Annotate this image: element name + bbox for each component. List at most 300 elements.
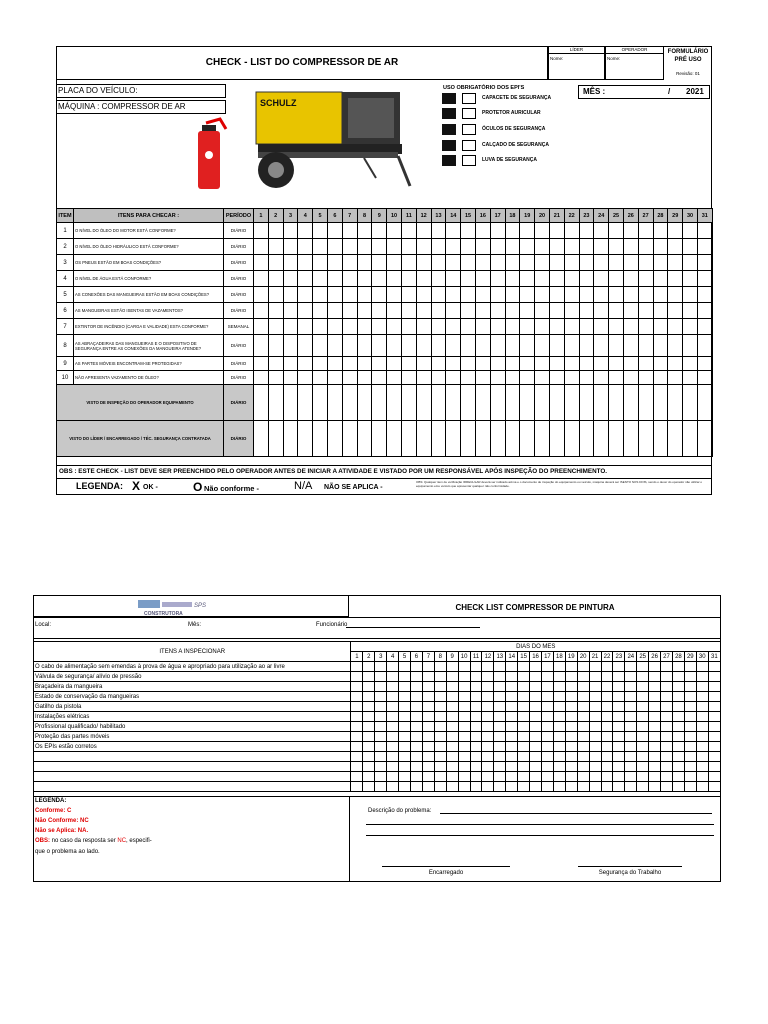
- check-cell[interactable]: [520, 357, 535, 371]
- check-cell[interactable]: [416, 357, 431, 371]
- check-cell[interactable]: [696, 672, 708, 682]
- sign-cell[interactable]: [446, 385, 461, 421]
- check-cell[interactable]: [696, 662, 708, 672]
- sign-cell[interactable]: [268, 385, 283, 421]
- check-cell[interactable]: [708, 662, 720, 672]
- check-cell[interactable]: [535, 371, 550, 385]
- check-cell[interactable]: [553, 712, 565, 722]
- check-cell[interactable]: [684, 692, 696, 702]
- check-cell[interactable]: [708, 762, 720, 772]
- sign-cell[interactable]: [697, 421, 712, 457]
- check-cell[interactable]: [470, 762, 482, 772]
- check-cell[interactable]: [696, 692, 708, 702]
- check-cell[interactable]: [565, 772, 577, 782]
- check-cell[interactable]: [638, 255, 653, 271]
- mes-label[interactable]: MÊS :: [583, 87, 606, 96]
- check-cell[interactable]: [530, 692, 542, 702]
- check-cell[interactable]: [327, 271, 342, 287]
- check-cell[interactable]: [601, 702, 613, 712]
- check-cell[interactable]: [470, 662, 482, 672]
- check-cell[interactable]: [541, 782, 553, 792]
- check-cell[interactable]: [422, 742, 434, 752]
- check-cell[interactable]: [461, 239, 476, 255]
- check-cell[interactable]: [357, 335, 372, 357]
- check-cell[interactable]: [683, 303, 698, 319]
- check-cell[interactable]: [672, 762, 684, 772]
- check-cell[interactable]: [422, 672, 434, 682]
- check-cell[interactable]: [541, 772, 553, 782]
- check-cell[interactable]: [613, 752, 625, 762]
- check-cell[interactable]: [313, 239, 328, 255]
- check-cell[interactable]: [475, 287, 490, 303]
- check-cell[interactable]: [661, 672, 673, 682]
- check-cell[interactable]: [609, 303, 624, 319]
- sign-cell[interactable]: [638, 385, 653, 421]
- check-cell[interactable]: [684, 752, 696, 762]
- check-cell[interactable]: [506, 772, 518, 782]
- check-cell[interactable]: [623, 287, 638, 303]
- check-cell[interactable]: [637, 782, 649, 792]
- check-cell[interactable]: [668, 287, 683, 303]
- sign-cell[interactable]: [431, 385, 446, 421]
- sign-cell[interactable]: [564, 385, 579, 421]
- check-cell[interactable]: [564, 357, 579, 371]
- check-cell[interactable]: [613, 712, 625, 722]
- check-cell[interactable]: [623, 223, 638, 239]
- check-cell[interactable]: [422, 712, 434, 722]
- check-cell[interactable]: [387, 371, 402, 385]
- check-cell[interactable]: [387, 303, 402, 319]
- check-cell[interactable]: [475, 303, 490, 319]
- check-cell[interactable]: [351, 762, 363, 772]
- check-cell[interactable]: [623, 335, 638, 357]
- check-cell[interactable]: [372, 271, 387, 287]
- check-cell[interactable]: [613, 762, 625, 772]
- check-cell[interactable]: [387, 271, 402, 287]
- check-cell[interactable]: [541, 762, 553, 772]
- check-cell[interactable]: [313, 223, 328, 239]
- check-cell[interactable]: [313, 271, 328, 287]
- check-cell[interactable]: [434, 722, 446, 732]
- check-cell[interactable]: [653, 239, 668, 255]
- check-cell[interactable]: [625, 752, 637, 762]
- check-cell[interactable]: [372, 303, 387, 319]
- check-cell[interactable]: [375, 662, 387, 672]
- check-cell[interactable]: [475, 319, 490, 335]
- check-cell[interactable]: [268, 223, 283, 239]
- check-cell[interactable]: [458, 742, 470, 752]
- check-cell[interactable]: [387, 742, 399, 752]
- check-cell[interactable]: [549, 287, 564, 303]
- check-cell[interactable]: [520, 255, 535, 271]
- check-cell[interactable]: [422, 732, 434, 742]
- check-cell[interactable]: [653, 335, 668, 357]
- check-cell[interactable]: [579, 357, 594, 371]
- check-cell[interactable]: [505, 303, 520, 319]
- check-cell[interactable]: [411, 722, 423, 732]
- check-cell[interactable]: [518, 732, 530, 742]
- check-cell[interactable]: [490, 303, 505, 319]
- check-cell[interactable]: [505, 371, 520, 385]
- check-cell[interactable]: [697, 239, 712, 255]
- check-cell[interactable]: [564, 335, 579, 357]
- check-cell[interactable]: [446, 682, 458, 692]
- check-cell[interactable]: [661, 762, 673, 772]
- check-cell[interactable]: [530, 672, 542, 682]
- check-cell[interactable]: [494, 782, 506, 792]
- check-cell[interactable]: [399, 782, 411, 792]
- sign-cell[interactable]: [342, 421, 357, 457]
- check-cell[interactable]: [579, 287, 594, 303]
- sign-cell[interactable]: [549, 421, 564, 457]
- check-cell[interactable]: [708, 692, 720, 702]
- check-cell[interactable]: [565, 782, 577, 792]
- check-cell[interactable]: [549, 303, 564, 319]
- check-cell[interactable]: [638, 303, 653, 319]
- sign-cell[interactable]: [564, 421, 579, 457]
- check-cell[interactable]: [375, 762, 387, 772]
- sign-cell[interactable]: [387, 421, 402, 457]
- check-cell[interactable]: [399, 672, 411, 682]
- check-cell[interactable]: [470, 712, 482, 722]
- check-cell[interactable]: [372, 239, 387, 255]
- check-cell[interactable]: [461, 255, 476, 271]
- check-cell[interactable]: [505, 335, 520, 357]
- check-cell[interactable]: [696, 752, 708, 762]
- check-cell[interactable]: [422, 722, 434, 732]
- check-cell[interactable]: [535, 335, 550, 357]
- check-cell[interactable]: [601, 762, 613, 772]
- check-cell[interactable]: [375, 772, 387, 782]
- check-cell[interactable]: [649, 742, 661, 752]
- check-cell[interactable]: [283, 371, 298, 385]
- check-cell[interactable]: [577, 772, 589, 782]
- check-cell[interactable]: [613, 722, 625, 732]
- check-cell[interactable]: [653, 319, 668, 335]
- check-cell[interactable]: [401, 319, 416, 335]
- check-cell[interactable]: [594, 239, 609, 255]
- sign-cell[interactable]: [313, 385, 328, 421]
- check-cell[interactable]: [518, 752, 530, 762]
- check-cell[interactable]: [684, 772, 696, 782]
- sign-cell[interactable]: [505, 385, 520, 421]
- check-cell[interactable]: [363, 662, 375, 672]
- check-cell[interactable]: [506, 742, 518, 752]
- check-cell[interactable]: [589, 742, 601, 752]
- check-cell[interactable]: [401, 239, 416, 255]
- check-cell[interactable]: [446, 772, 458, 782]
- check-cell[interactable]: [564, 223, 579, 239]
- check-cell[interactable]: [684, 702, 696, 712]
- check-cell[interactable]: [637, 762, 649, 772]
- check-cell[interactable]: [268, 335, 283, 357]
- check-cell[interactable]: [506, 782, 518, 792]
- check-cell[interactable]: [401, 287, 416, 303]
- sign-cell[interactable]: [549, 385, 564, 421]
- check-cell[interactable]: [613, 742, 625, 752]
- check-cell[interactable]: [283, 239, 298, 255]
- sign-cell[interactable]: [372, 421, 387, 457]
- check-cell[interactable]: [553, 702, 565, 712]
- check-cell[interactable]: [708, 722, 720, 732]
- check-cell[interactable]: [577, 752, 589, 762]
- check-cell[interactable]: [625, 682, 637, 692]
- check-cell[interactable]: [342, 335, 357, 357]
- check-cell[interactable]: [401, 255, 416, 271]
- check-cell[interactable]: [623, 371, 638, 385]
- check-cell[interactable]: [375, 672, 387, 682]
- check-cell[interactable]: [327, 371, 342, 385]
- check-cell[interactable]: [482, 782, 494, 792]
- check-cell[interactable]: [708, 702, 720, 712]
- check-cell[interactable]: [697, 357, 712, 371]
- check-cell[interactable]: [494, 672, 506, 682]
- check-cell[interactable]: [399, 722, 411, 732]
- check-cell[interactable]: [351, 692, 363, 702]
- check-cell[interactable]: [411, 692, 423, 702]
- check-cell[interactable]: [638, 287, 653, 303]
- operador-nome[interactable]: Nome:: [607, 56, 621, 61]
- check-cell[interactable]: [649, 762, 661, 772]
- check-cell[interactable]: [579, 239, 594, 255]
- check-cell[interactable]: [661, 782, 673, 792]
- check-cell[interactable]: [549, 239, 564, 255]
- check-cell[interactable]: [327, 223, 342, 239]
- check-cell[interactable]: [535, 255, 550, 271]
- check-cell[interactable]: [565, 762, 577, 772]
- check-cell[interactable]: [518, 772, 530, 782]
- check-cell[interactable]: [327, 357, 342, 371]
- sign-cell[interactable]: [416, 385, 431, 421]
- check-cell[interactable]: [661, 772, 673, 782]
- check-cell[interactable]: [458, 712, 470, 722]
- check-cell[interactable]: [672, 752, 684, 762]
- check-cell[interactable]: [649, 732, 661, 742]
- check-cell[interactable]: [399, 752, 411, 762]
- check-cell[interactable]: [387, 287, 402, 303]
- check-cell[interactable]: [530, 722, 542, 732]
- check-cell[interactable]: [482, 722, 494, 732]
- check-cell[interactable]: [416, 223, 431, 239]
- check-cell[interactable]: [649, 692, 661, 702]
- check-cell[interactable]: [653, 223, 668, 239]
- check-cell[interactable]: [446, 782, 458, 792]
- check-cell[interactable]: [565, 702, 577, 712]
- check-cell[interactable]: [372, 255, 387, 271]
- check-cell[interactable]: [565, 722, 577, 732]
- check-cell[interactable]: [579, 371, 594, 385]
- check-cell[interactable]: [283, 319, 298, 335]
- check-cell[interactable]: [342, 319, 357, 335]
- check-cell[interactable]: [601, 722, 613, 732]
- sign-cell[interactable]: [697, 385, 712, 421]
- check-cell[interactable]: [268, 357, 283, 371]
- check-cell[interactable]: [298, 303, 313, 319]
- check-cell[interactable]: [518, 702, 530, 712]
- check-cell[interactable]: [549, 335, 564, 357]
- check-cell[interactable]: [553, 662, 565, 672]
- sign-cell[interactable]: [401, 421, 416, 457]
- check-cell[interactable]: [490, 287, 505, 303]
- check-cell[interactable]: [482, 752, 494, 762]
- check-cell[interactable]: [431, 357, 446, 371]
- check-cell[interactable]: [387, 662, 399, 672]
- check-cell[interactable]: [697, 335, 712, 357]
- check-cell[interactable]: [564, 239, 579, 255]
- check-cell[interactable]: [494, 732, 506, 742]
- sign-cell[interactable]: [283, 421, 298, 457]
- funcionario-line[interactable]: [346, 627, 480, 628]
- check-cell[interactable]: [535, 271, 550, 287]
- sign-cell[interactable]: [254, 421, 269, 457]
- check-cell[interactable]: [696, 682, 708, 692]
- check-cell[interactable]: [387, 732, 399, 742]
- check-cell[interactable]: [411, 742, 423, 752]
- check-cell[interactable]: [589, 782, 601, 792]
- check-cell[interactable]: [601, 752, 613, 762]
- check-cell[interactable]: [535, 239, 550, 255]
- check-cell[interactable]: [254, 271, 269, 287]
- sign-cell[interactable]: [520, 385, 535, 421]
- check-cell[interactable]: [475, 271, 490, 287]
- check-cell[interactable]: [520, 239, 535, 255]
- check-cell[interactable]: [399, 772, 411, 782]
- check-cell[interactable]: [254, 335, 269, 357]
- descricao-line-1[interactable]: [440, 813, 712, 814]
- check-cell[interactable]: [520, 335, 535, 357]
- check-cell[interactable]: [446, 239, 461, 255]
- check-cell[interactable]: [649, 772, 661, 782]
- check-cell[interactable]: [684, 732, 696, 742]
- check-cell[interactable]: [434, 662, 446, 672]
- check-cell[interactable]: [387, 672, 399, 682]
- check-cell[interactable]: [535, 223, 550, 239]
- check-cell[interactable]: [254, 357, 269, 371]
- check-cell[interactable]: [411, 712, 423, 722]
- check-cell[interactable]: [475, 371, 490, 385]
- check-cell[interactable]: [668, 371, 683, 385]
- check-cell[interactable]: [387, 692, 399, 702]
- check-cell[interactable]: [518, 662, 530, 672]
- check-cell[interactable]: [446, 357, 461, 371]
- check-cell[interactable]: [342, 223, 357, 239]
- check-cell[interactable]: [470, 752, 482, 762]
- check-cell[interactable]: [589, 702, 601, 712]
- check-cell[interactable]: [625, 692, 637, 702]
- check-cell[interactable]: [416, 271, 431, 287]
- check-cell[interactable]: [461, 371, 476, 385]
- check-cell[interactable]: [431, 335, 446, 357]
- check-cell[interactable]: [518, 692, 530, 702]
- check-cell[interactable]: [431, 223, 446, 239]
- check-cell[interactable]: [411, 752, 423, 762]
- check-cell[interactable]: [411, 762, 423, 772]
- check-cell[interactable]: [363, 732, 375, 742]
- check-cell[interactable]: [494, 752, 506, 762]
- check-cell[interactable]: [458, 722, 470, 732]
- check-cell[interactable]: [638, 371, 653, 385]
- check-cell[interactable]: [589, 712, 601, 722]
- check-cell[interactable]: [623, 271, 638, 287]
- check-cell[interactable]: [601, 672, 613, 682]
- check-cell[interactable]: [518, 712, 530, 722]
- check-cell[interactable]: [422, 692, 434, 702]
- check-cell[interactable]: [357, 319, 372, 335]
- check-cell[interactable]: [458, 682, 470, 692]
- check-cell[interactable]: [541, 692, 553, 702]
- check-cell[interactable]: [494, 682, 506, 692]
- sign-cell[interactable]: [357, 385, 372, 421]
- check-cell[interactable]: [594, 319, 609, 335]
- check-cell[interactable]: [530, 662, 542, 672]
- check-cell[interactable]: [446, 732, 458, 742]
- check-cell[interactable]: [446, 692, 458, 702]
- check-cell[interactable]: [601, 692, 613, 702]
- check-cell[interactable]: [623, 357, 638, 371]
- sign-cell[interactable]: [520, 421, 535, 457]
- check-cell[interactable]: [357, 223, 372, 239]
- check-cell[interactable]: [372, 287, 387, 303]
- check-cell[interactable]: [470, 702, 482, 712]
- sign-cell[interactable]: [372, 385, 387, 421]
- check-cell[interactable]: [506, 702, 518, 712]
- check-cell[interactable]: [387, 702, 399, 712]
- check-cell[interactable]: [594, 371, 609, 385]
- check-cell[interactable]: [672, 692, 684, 702]
- sign-cell[interactable]: [653, 421, 668, 457]
- check-cell[interactable]: [283, 357, 298, 371]
- check-cell[interactable]: [461, 271, 476, 287]
- check-cell[interactable]: [387, 762, 399, 772]
- sign-cell[interactable]: [313, 421, 328, 457]
- sign-cell[interactable]: [535, 385, 550, 421]
- sign-cell[interactable]: [283, 385, 298, 421]
- check-cell[interactable]: [535, 357, 550, 371]
- check-cell[interactable]: [625, 762, 637, 772]
- sign-cell[interactable]: [254, 385, 269, 421]
- check-cell[interactable]: [553, 692, 565, 702]
- check-cell[interactable]: [494, 742, 506, 752]
- check-cell[interactable]: [298, 319, 313, 335]
- check-cell[interactable]: [327, 319, 342, 335]
- check-cell[interactable]: [683, 255, 698, 271]
- check-cell[interactable]: [589, 732, 601, 742]
- check-cell[interactable]: [375, 702, 387, 712]
- check-cell[interactable]: [649, 702, 661, 712]
- check-cell[interactable]: [579, 255, 594, 271]
- check-cell[interactable]: [541, 722, 553, 732]
- check-cell[interactable]: [411, 702, 423, 712]
- check-cell[interactable]: [401, 303, 416, 319]
- check-cell[interactable]: [357, 255, 372, 271]
- check-cell[interactable]: [298, 335, 313, 357]
- check-cell[interactable]: [401, 371, 416, 385]
- check-cell[interactable]: [672, 722, 684, 732]
- check-cell[interactable]: [416, 335, 431, 357]
- check-cell[interactable]: [530, 772, 542, 782]
- check-cell[interactable]: [268, 271, 283, 287]
- check-cell[interactable]: [313, 335, 328, 357]
- check-cell[interactable]: [696, 712, 708, 722]
- check-cell[interactable]: [565, 682, 577, 692]
- check-cell[interactable]: [684, 712, 696, 722]
- check-cell[interactable]: [683, 271, 698, 287]
- check-cell[interactable]: [422, 662, 434, 672]
- check-cell[interactable]: [623, 319, 638, 335]
- check-cell[interactable]: [482, 742, 494, 752]
- check-cell[interactable]: [661, 682, 673, 692]
- check-cell[interactable]: [351, 702, 363, 712]
